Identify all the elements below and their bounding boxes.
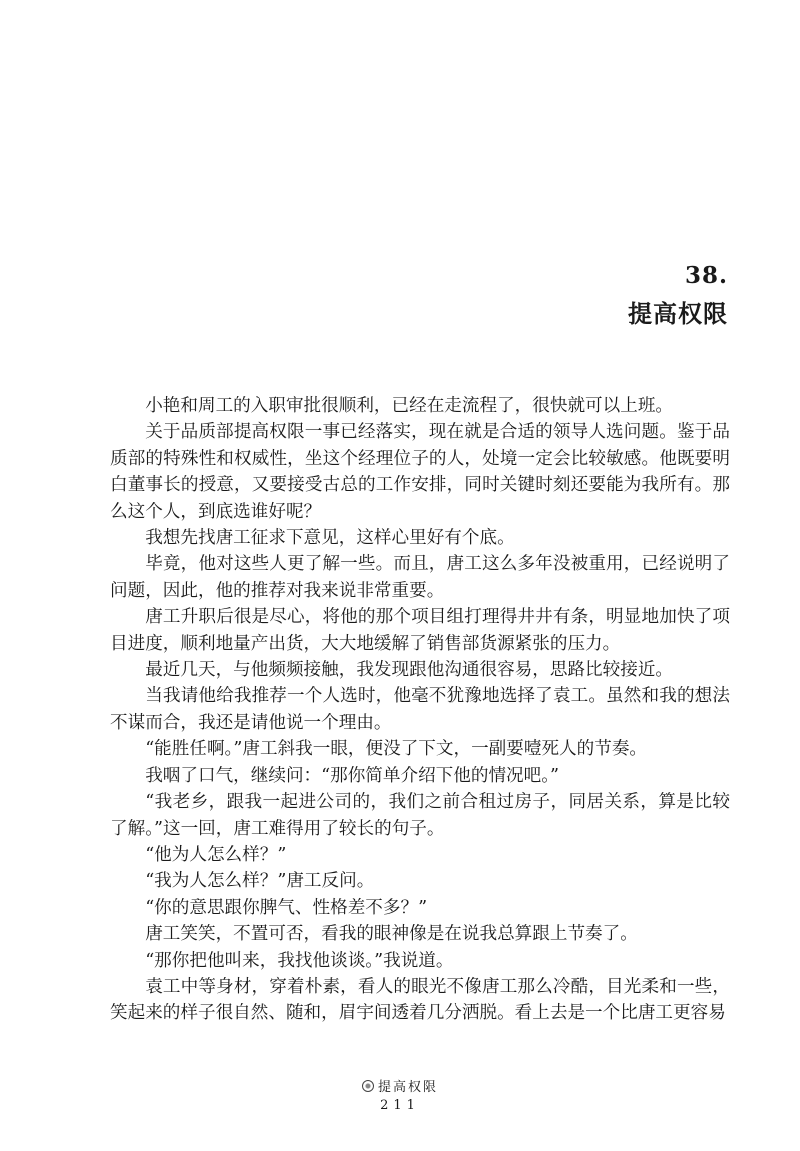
- page-number: 211: [380, 1098, 420, 1113]
- paragraph: 我咽了口气，继续问：“那你简单介绍下他的情况吧。”: [145, 765, 560, 786]
- chapter-title: 提高权限: [628, 299, 728, 328]
- running-head: [0, 1076, 800, 1095]
- paragraph: 袁工中等身材，穿着朴素，看人的眼光不像唐工那么冷酷，目光柔和一些，笑起来的样子很自然、随和，眉宇间透着几分洒脱。看上去是一个比唐工更容易: [110, 976, 730, 1024]
- paragraph: 唐工升职后很是尽心，将他的那个项目组打理得井井有条，明显地加快了项目进度，顺利地量产出货，大大地缓解了销售部货源紧张的压力。: [110, 607, 730, 654]
- running-head-text: 提高权限: [377, 1080, 438, 1095]
- paragraph: 唐工笑笑，不置可否，看我的眼神像是在说我总算跟上节奏了。: [145, 924, 638, 945]
- paragraph: 我想先找唐工征求下意见，这样心里好有个底。: [145, 528, 515, 549]
- paragraph: “我老乡，跟我一起进公司的，我们之前合租过房子，同居关系，算是比较了解。”这一回，唐工难得用了较长的句子。: [110, 792, 730, 839]
- paragraph: “他为人怎么样？”: [145, 844, 287, 865]
- paragraph: “我为人怎么样？”唐工反问。: [145, 871, 375, 892]
- chapter-number: 38.: [684, 262, 728, 289]
- paragraph: 毕竟，他对这些人更了解一些。而且，唐工这么多年没被重用，已经说明了问题，因此，他的推荐对我来说非常重要。: [110, 554, 730, 601]
- paragraph: “你的意思跟你脾气、性格差不多？”: [145, 897, 428, 918]
- body-text: [110, 393, 730, 1027]
- paragraph: 关于品质部提高权限一事已经落实，现在就是合适的领导人选问题。鉴于品质部的特殊性和权威性，坐这个经理位子的人，处境一定会比较敏感。他既要明白董事长的授意，又要接受古总的工作安排，同时关键时刻还要能为我所有。那么这个人，到底选谁好呢？: [110, 422, 730, 522]
- paragraph: 最近几天，与他频频接触，我发现跟他沟通很容易，思路比较接近。: [145, 660, 674, 681]
- paragraph: 小艳和周工的入职审批很顺利，已经在走流程了，很快就可以上班。: [145, 396, 674, 416]
- ornament-icon: [362, 1080, 374, 1092]
- paragraph: 当我请他给我推荐一个人选时，他毫不犹豫地选择了袁工。虽然和我的想法不谋而合，我还是请他说一个理由。: [110, 686, 730, 733]
- paragraph: “能胜任啊。”唐工斜我一眼，便没了下文，一副要噎死人的节奏。: [145, 739, 648, 760]
- paragraph: “那你把他叫来，我找他谈谈。”我说道。: [145, 950, 454, 971]
